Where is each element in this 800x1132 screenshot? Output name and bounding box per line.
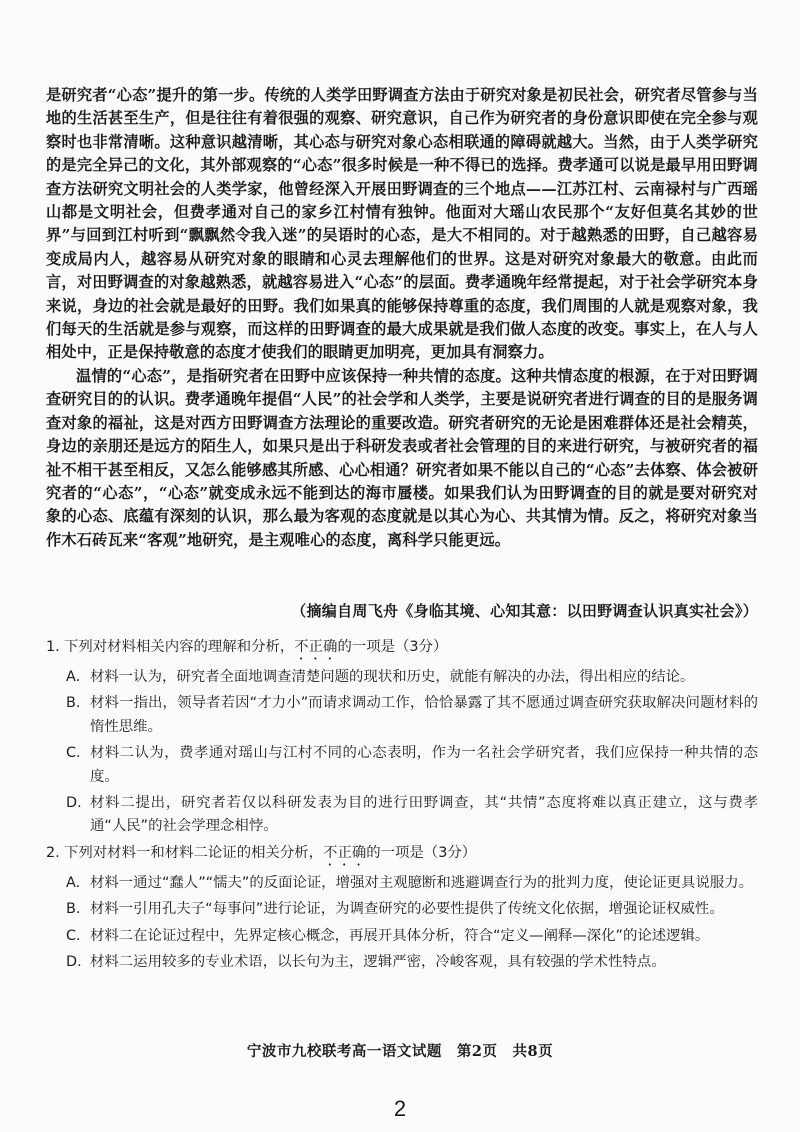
- option-letter: A.: [66, 669, 81, 685]
- option-text: 材料一指出，领导者若因“才力小”而请求调动工作，恰恰暴露了其不愿通过调查研究获取解决问题材料的惰性思维。: [90, 695, 758, 735]
- option-letter: C.: [66, 745, 81, 762]
- option-a: [66, 666, 758, 689]
- option-text: 材料二在论证过程中，先界定核心概念，再展开具体分析，符合“定义—阐释—深化”的论述逻辑。: [90, 927, 710, 944]
- option-d: [66, 951, 758, 974]
- option-text: 材料一通过“蠢人”“懦夫”的反面论证，增强对主观臆断和逃避调查行为的批判力度，使论证更具说服力。: [90, 874, 754, 891]
- question-1-stem: [46, 636, 758, 663]
- option-letter: B.: [66, 695, 81, 712]
- stem-after: 的一项是（3分）: [366, 844, 477, 861]
- question-stem-text: [64, 842, 476, 869]
- stem-before: 下列对材料相关内容的理解和分析，: [64, 639, 295, 655]
- option-d: [66, 792, 758, 839]
- option-a: [66, 872, 758, 895]
- question-2: [46, 842, 758, 975]
- question-list: [46, 636, 758, 977]
- question-2-stem: [46, 842, 758, 869]
- question-number: 2.: [46, 844, 60, 861]
- option-c: [66, 742, 758, 789]
- option-letter: C.: [66, 927, 81, 944]
- stem-before: 下列对材料一和材料二论证的相关分析，: [64, 844, 324, 861]
- question-number: 1.: [46, 639, 60, 655]
- option-text: 材料二认为，费孝通对瑶山与江村不同的心态表明，作为一名社会学研究者，我们应保持一种共情的态度。: [90, 745, 758, 785]
- passage-source: （摘编自周飞舟《身临其境、心知其意：以田野调查认识真实社会》）: [291, 602, 758, 620]
- option-letter: B.: [66, 901, 81, 918]
- option-letter: D.: [66, 795, 82, 812]
- question-2-options: [66, 872, 758, 975]
- option-letter: A.: [66, 874, 81, 891]
- option-text: 材料一认为，研究者全面地调查清楚问题的现状和历史，就能有解决的办法，得出相应的结论。: [90, 669, 695, 685]
- option-letter: D.: [66, 954, 82, 971]
- option-c: [66, 925, 758, 948]
- page-number: 2: [393, 1096, 407, 1121]
- option-text: 材料二运用较多的专业术语，以长句为主，逻辑严密，冷峻客观，具有较强的学术性特点。: [90, 954, 666, 971]
- question-1-options: [66, 666, 758, 839]
- stem-emphasis: 不正确: [323, 844, 367, 861]
- option-text: 材料一引用孔夫子“每事问”进行论证，为调查研究的必要性提供了传统文化依据，增强论证权威性。: [90, 901, 724, 918]
- stem-emphasis: 不正确: [294, 639, 338, 655]
- option-b: [66, 692, 758, 739]
- stem-after: 的一项是（3分）: [337, 639, 448, 655]
- question-1: [46, 636, 758, 839]
- option-text: 材料二提出，研究者若仅以科研发表为目的进行田野调查，其“共情”态度将难以真正建立，这与费孝通“人民”的社会学理念相悖。: [90, 795, 758, 835]
- option-b: [66, 898, 758, 921]
- question-stem-text: [64, 636, 447, 663]
- page-footer: 宁波市九校联考高一语文试题 第2页 共8页: [246, 1043, 554, 1060]
- passage-paragraph-2: 温情的“心态”，是指研究者在田野中应该保持一种共情的态度。这种共情态度的根源，在于对田野调查研究目的的认识。费孝通晚年提倡“人民”的社会学和人类学，主要是说研究者进行调查的目的是服务调查对象的福祉，这是对西方田野调查方法理论的重要改造。研究者研究的无论是困难群体还是社会精英，身边的亲朋还是远方的陌生人，如果只是出于科研发表或者社会管理的目的来进行研究，与被研究者的福祉不相干甚至相反，又怎么能够感其所感、心心相通？研究者如果不能以自己的“心态”去体察、体会被研究者的“心态”，“心态”就变成永远不能到达的海市蜃楼。如果我们认为田野调查的目的就是要对研究对象的心态、底蕴有深刻的认识，那么最为客观的态度就是以其心为心、共其情为情。反之，将研究对象当作木石砖瓦来“客观”地研究，是主观唯心的态度，离科学只能更远。: [46, 366, 758, 549]
- passage-paragraph-1: 是研究者“心态”提升的第一步。传统的人类学田野调查方法由于研究对象是初民社会，研究者尽管参与当地的生活甚至生产，但是往往有着很强的观察、研究意识，自己作为研究者的身份意识即使在完全参与观察时也非常清晰。这种意识越清晰，其心态与研究对象心态相联通的障碍就越大。当然，由于人类学研究的是完全异己的文化，其外部观察的“心态”很多时候是一种不得已的选择。费孝通可以说是最早用田野调查方法研究文明社会的人类学家，他曾经深入开展田野调查的三个地点——江苏江村、云南禄村与广西瑶山都是文明社会，但费孝通对自己的家乡江村情有独钟。他面对大瑶山农民那个“友好但莫名其妙的世界”与回到江村听到“飘飘然令我入迷”的吴语时的心态，是大不相同的。对于越熟悉的田野，自己越容易变成局内人，越容易从研究对象的眼睛和心灵去理解他们的世界。这是对研究对象最大的敬意。由此而言，对田野调查的对象越熟悉，就越容易进入“心态”的层面。费孝通晚年经常提起，对于社会学研究本身来说，身边的社会就是最好的田野。我们如果真的能够保持尊重的态度，我们周围的人就是观察对象，我们每天的生活就是参与观察，而这样的田野调查的最大成果就是我们做人态度的改变。事实上，在人与人相处中，正是保持敬意的态度才使我们的眼睛更加明亮，更加具有洞察力。: [46, 86, 758, 362]
- reading-passage: [46, 84, 758, 552]
